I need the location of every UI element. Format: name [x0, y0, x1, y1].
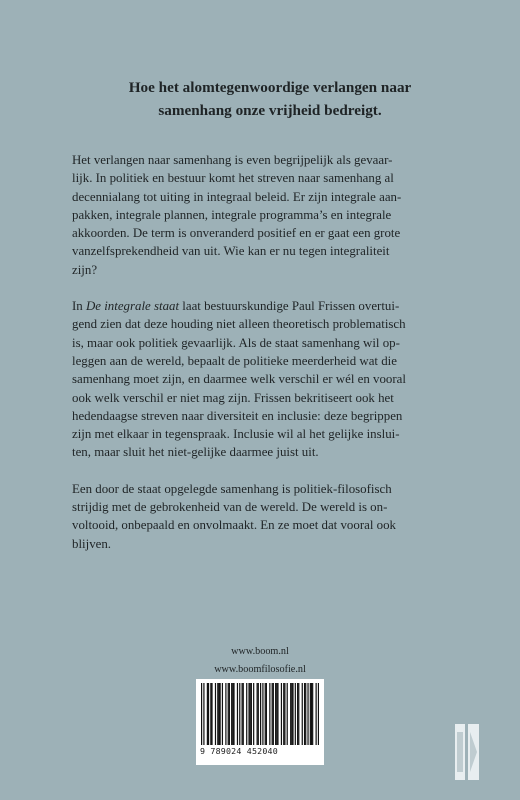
barcode-bar — [260, 683, 261, 745]
barcode-bar — [253, 683, 254, 745]
barcode-bar — [277, 683, 278, 745]
barcode-bar — [257, 683, 258, 745]
barcode-bar — [203, 683, 204, 745]
barcode-bar — [248, 683, 249, 745]
barcode-bar — [246, 683, 247, 745]
barcode-bar — [232, 683, 233, 745]
barcode-bar — [207, 683, 208, 745]
paragraph-1-line: decennialang tot uiting in integraal beleid. Er zijn integrale aan- — [72, 189, 402, 204]
barcode-bar — [291, 683, 292, 745]
barcode-bar — [275, 683, 276, 745]
barcode-bar — [295, 683, 296, 745]
barcode-bar — [302, 683, 303, 745]
barcode-bar — [297, 683, 298, 745]
paragraph-1-line: akkoorden. De term is onveranderd positief en er gaat een grote — [72, 226, 401, 241]
paragraph-1-line: zijn? — [72, 262, 98, 277]
barcode-bar — [312, 683, 313, 745]
barcode-bar — [231, 683, 232, 745]
barcode-bar — [237, 683, 238, 745]
paragraph-3-line: blijven. — [72, 536, 112, 551]
paragraph-3 — [72, 480, 452, 553]
paragraph-2-line: leggen aan de wereld, bepaalt de politieke meerderheid wat die — [72, 353, 397, 368]
book-title: De integrale staat — [85, 299, 180, 314]
paragraph-2-suffix: laat bestuurskundige Paul Frissen overtui- — [179, 299, 400, 314]
paragraph-2-line: ook welk verschil er niet mag zijn. Frissen bekritiseert ook het — [72, 390, 394, 405]
paragraph-1-line: lijk. In politiek en bestuur komt het streven naar samenhang al — [72, 171, 394, 186]
paragraph-1-line: vanzelfsprekendheid van uit. Wie kan er nu tegen integraliteit — [72, 244, 390, 259]
barcode-bar — [225, 683, 226, 745]
publisher-logo-icon — [453, 722, 481, 782]
barcode-bar — [228, 683, 229, 745]
barcode-bar — [272, 683, 273, 745]
barcode-bar — [310, 683, 311, 745]
blurb-text — [72, 151, 452, 571]
barcode-bar — [229, 683, 230, 745]
paragraph-2-prefix: In — [72, 299, 86, 314]
barcode-bar — [316, 683, 317, 745]
barcode-bar — [290, 683, 291, 745]
website-link: www.boom.nl — [231, 646, 289, 657]
barcode-bar — [208, 683, 209, 745]
barcode-bar — [284, 683, 285, 745]
barcode-bar — [283, 683, 284, 745]
barcode-bar — [222, 683, 223, 745]
barcode-bar — [298, 683, 299, 745]
barcode-bar — [251, 683, 252, 745]
barcode-bars — [201, 683, 319, 745]
barcode-bar — [215, 683, 216, 745]
barcode-bar — [220, 683, 221, 745]
back-cover-headline — [100, 76, 440, 122]
barcode-bar — [218, 683, 219, 745]
paragraph-3-line: Een door de staat opgelegde samenhang is politiek-filosofisch — [72, 481, 392, 496]
barcode-bar — [307, 683, 308, 745]
barcode-bar — [292, 683, 293, 745]
paragraph-2-line: ten, maar sluit het niet-gelijke daarmee juist uit. — [72, 445, 319, 460]
barcode-bar — [217, 683, 218, 745]
paragraph-2-line: zijn met elkaar in tegenspraak. Inclusie wil al het gelijke inslui- — [72, 427, 400, 442]
barcode-bar — [305, 683, 306, 745]
barcode-bar — [266, 683, 267, 745]
paragraph-1-line: pakken, integrale plannen, integrale programma’s en integrale — [72, 207, 392, 222]
paragraph-2-line: hedendaagse streven naar diversiteit en inclusie: deze begrippen — [72, 408, 403, 423]
publisher-websites — [160, 643, 360, 679]
barcode-bar — [243, 683, 244, 745]
barcode-bar — [287, 683, 288, 745]
barcode-bar — [241, 683, 242, 745]
barcode-bar — [318, 683, 319, 745]
barcode-bar — [273, 683, 274, 745]
barcode-bar — [201, 683, 202, 745]
headline-line-1: Hoe het alomtegenwoordige verlangen naar — [128, 79, 412, 96]
paragraph-2-line — [72, 297, 452, 315]
barcode-bar — [262, 683, 263, 745]
paragraph-3-line: voltooid, onbepaald en onvolmaakt. En ze moet dat vooral ook — [72, 518, 396, 533]
barcode-bar — [250, 683, 251, 745]
paragraph-3-line: strijdig met de gebrokenheid van de wereld. De wereld is on- — [72, 500, 388, 515]
website-link: www.boomfilosofie.nl — [214, 664, 306, 675]
barcode-bar — [233, 683, 234, 745]
paragraph-2-line: is, maar ook politiek gevaarlijk. Als de staat samenhang wil op- — [72, 335, 400, 350]
paragraph-2 — [72, 297, 452, 462]
barcode-bar — [211, 683, 212, 745]
barcode-bar — [311, 683, 312, 745]
barcode-bar — [269, 683, 270, 745]
headline-line-2: samenhang onze vrijheid bedreigt. — [158, 102, 382, 119]
paragraph-1 — [72, 151, 452, 279]
barcode-bar — [265, 683, 266, 745]
paragraph-1-line: Het verlangen naar samenhang is even begrijpelijk als gevaar- — [72, 153, 393, 167]
barcode-bar — [258, 683, 259, 745]
barcode-bar — [276, 683, 277, 745]
barcode-bar — [304, 683, 305, 745]
isbn-number: 9 789024 452040 — [200, 746, 278, 756]
barcode-bar — [210, 683, 211, 745]
barcode-bar — [239, 683, 240, 745]
isbn-barcode — [196, 679, 324, 765]
paragraph-2-line: gend zien dat deze houding niet alleen theoretisch problematisch — [72, 317, 406, 332]
paragraph-2-line: samenhang moet zijn, en daarmee welk verschil er wél en vooral — [72, 372, 406, 387]
barcode-bar — [281, 683, 282, 745]
